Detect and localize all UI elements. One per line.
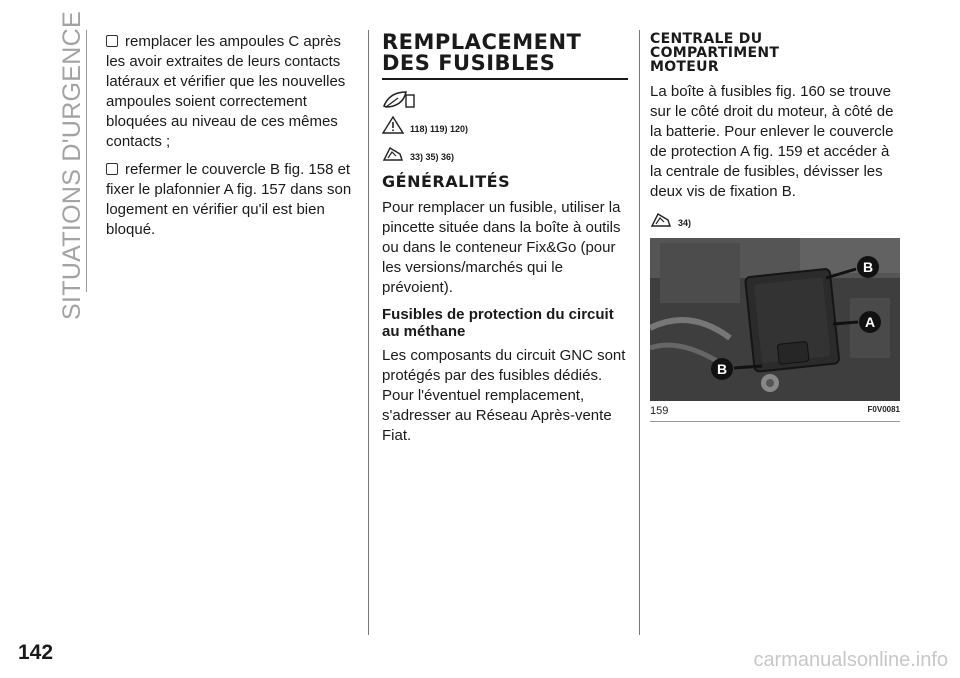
warning-refs: 33) 35) 36) [410, 152, 455, 162]
section-title-line2: DES FUSIBLES [382, 51, 556, 75]
column-1 [106, 32, 356, 248]
title-underline [382, 78, 628, 80]
sidebar-section-title [56, 10, 88, 320]
subheading: Fusibles de protection du circuit au méthane [382, 306, 614, 340]
warning-reference-1 [382, 116, 628, 134]
column-2 [382, 32, 628, 454]
warning-reference-3 [650, 210, 900, 228]
section-title-line1: CENTRALE DU [650, 31, 763, 47]
paragraph: La boîte à fusibles fig. 160 se trouve sur le côté droit du moteur, à côté de la batterie. Pour enlever le couvercle de protection A fig. 159 et accéder à la centrale de fusibles, dévisser les deux vis de fixation B. [650, 83, 894, 200]
bullet-item [106, 160, 356, 240]
warning-reference-2 [382, 144, 628, 162]
section-title-line2: COMPARTIMENT [650, 45, 780, 61]
column-3 [650, 32, 900, 422]
bullet-text: remplacer les ampoules C après les avoir extraites de leurs contacts latéraux et vérifier que les nouvelles ampoules soient correctement bloquées au niveau de ces mêmes contacts ; [106, 33, 346, 150]
section-title-line3: MOTEUR [650, 59, 719, 75]
page-number: 142 [18, 641, 54, 664]
paragraph: Les composants du circuit GNC sont protégés par des fusibles dédiés. Pour l'éventuel remplacement, s'adresser au Réseau Après-vente Fiat. [382, 347, 626, 444]
checkbox-bullet-icon [106, 35, 118, 47]
figure-label-b-top: B [862, 259, 874, 275]
bullet-item [106, 32, 356, 152]
warning-refs: 34) [678, 218, 692, 228]
warning-refs: 118) 119) 120) [410, 124, 469, 134]
engine-fuse-box-figure [650, 238, 900, 401]
paragraph: Pour remplacer un fusible, utiliser la pincette située dans la boîte à outils ou dans le conteneur Fix&Go (pour les versions/marchés qui le prévoient). [382, 199, 621, 296]
warning-triangle-icon [382, 116, 404, 134]
column-divider-2 [639, 30, 640, 635]
figure-label-a: A [864, 314, 876, 330]
figure-caption [650, 405, 900, 419]
sidebar-title-text: SITUATIONS D'URGENCE [57, 10, 86, 320]
figure-label-b-bottom: B [716, 361, 728, 377]
watermark: carmanualsonline.info [753, 649, 948, 671]
figure-caption-rule [650, 421, 900, 422]
bullet-text: refermer le couvercle B fig. 158 et fixer le plafonnier A fig. 157 dans son logement en vérifier qu'il est bien bloqué. [106, 161, 352, 238]
hand-warning-icon [650, 210, 672, 228]
checkbox-bullet-icon [106, 163, 118, 175]
figure-code: F0V0081 [867, 405, 900, 414]
eco-leaf-icon [382, 88, 628, 110]
section-title-line1: REMPLACEMENT [382, 30, 582, 54]
subsection-title: GÉNÉRALITÉS [382, 172, 511, 191]
figure-number: 159 [650, 405, 669, 417]
column-divider-1 [368, 30, 369, 635]
hand-warning-icon [382, 144, 404, 162]
sidebar-divider [86, 30, 87, 292]
